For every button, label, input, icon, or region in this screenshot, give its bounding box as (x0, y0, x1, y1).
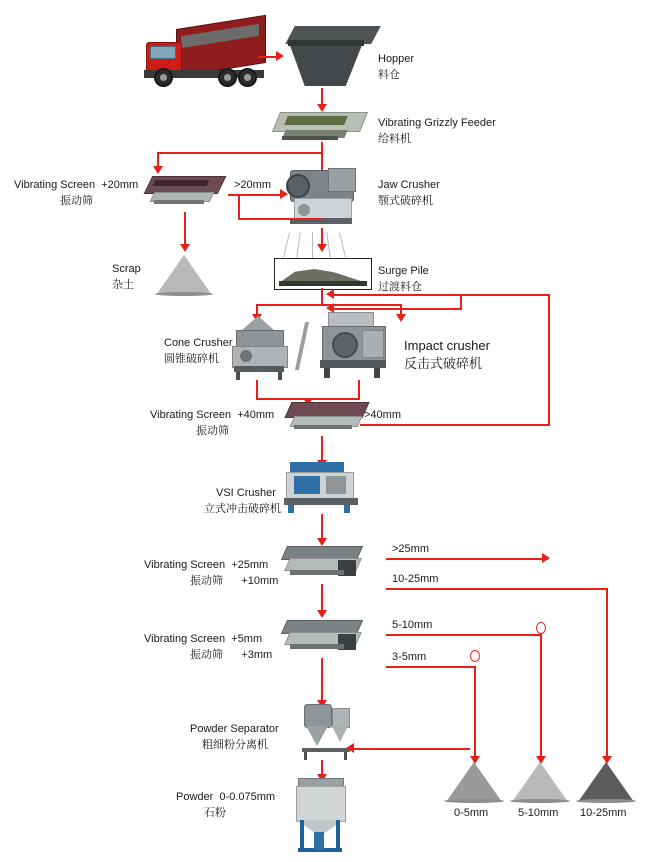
label-impact-cn: 反击式破碎机 (404, 356, 483, 371)
label-separator-cn: 粗细粉分离机 (202, 739, 268, 751)
arrow-truck-to-hopper (258, 56, 278, 58)
arrow-separator-to-right (352, 748, 470, 750)
arrow-surge-down (321, 288, 323, 304)
material-spray (282, 232, 362, 260)
stockpile-5-10-base (510, 799, 570, 803)
hopper-illustration (282, 26, 374, 90)
label-surge-en: Surge Pile (378, 265, 429, 277)
arrowhead-oversize40-to-impact (326, 289, 334, 299)
label-size-10-25mm: 10-25mm (392, 573, 439, 585)
stockpile-10-25-illustration (578, 762, 634, 802)
arrowhead-separator-return (346, 743, 354, 753)
label-size-20mm: >20mm (234, 179, 271, 191)
label-screen25-cn: 振动筛 +10mm (190, 575, 279, 587)
arrow-oversize40-link (460, 294, 462, 308)
label-scrap-en: Scrap (112, 263, 141, 275)
arrow-vsi-to-screen25 (321, 514, 323, 540)
label-jaw-en: Jaw Crusher (378, 179, 440, 191)
label-size-5-10mm: 5-10mm (392, 619, 433, 631)
vibrating-screen-20-illustration (148, 172, 228, 208)
arrow-screen20-to-jaw (228, 194, 284, 196)
arrow-oversize40-up (548, 294, 550, 424)
arrow-screen40-to-vsi (321, 436, 323, 462)
label-hopper-en: Hopper (378, 53, 415, 65)
label-vsi-en: VSI Crusher (216, 487, 276, 499)
label-jaw-cn: 颚式破碎机 (378, 195, 433, 207)
scrap-pile-base (155, 292, 213, 296)
label-screen20-en: Vibrating Screen +20mm (14, 179, 139, 191)
arrowhead-screen20-to-scrap (180, 244, 190, 252)
junction-3-5 (470, 650, 480, 662)
label-feeder-cn: 给料机 (378, 133, 411, 145)
impact-crusher-illustration (318, 312, 398, 380)
arrow-screen5-to-separator (321, 658, 323, 702)
label-powder-cn: 石粉 (204, 807, 226, 819)
vsi-crusher-illustration (282, 462, 372, 514)
label-vsi-cn: 立式冲击破碎机 (204, 503, 281, 515)
label-screen25-en: Vibrating Screen +25mm (144, 559, 269, 571)
label-screen40-en: Vibrating Screen +40mm (150, 409, 275, 421)
arrow-oversize40-secondary (332, 308, 462, 310)
stockpile-10-25-base (576, 799, 636, 803)
arrow-jaw-to-left-jog (238, 218, 322, 220)
label-pile-10-25: 10-25mm (580, 807, 627, 819)
label-screen5-cn: 振动筛 +3mm (190, 649, 273, 661)
arrow-3-5-right (386, 666, 476, 668)
label-screen20-cn: 振动筛 (60, 195, 93, 207)
label-cone-en: Cone Crusher (164, 337, 233, 349)
arrow-screen20-to-scrap (184, 212, 186, 246)
arrowhead-screen25-to-screen5 (317, 610, 327, 618)
label-size-3-5mm: 3-5mm (392, 651, 427, 663)
stockpile-5-10-illustration (512, 762, 568, 802)
arrow-screen25-to-screen5 (321, 584, 323, 612)
label-separator-en: Powder Separator (190, 723, 279, 735)
label-screen40-cn: 振动筛 (196, 425, 229, 437)
label-pile-0-5: 0-5mm (454, 807, 489, 819)
label-size-25mm: >25mm (392, 543, 429, 555)
arrow-5-10-right (386, 634, 542, 636)
arrow-jaw-left-jog-up (238, 194, 240, 220)
arrow-5-10-down (540, 634, 542, 760)
powder-silo-illustration (290, 778, 356, 854)
junction-5-10 (536, 622, 546, 634)
arrowhead-truck-to-hopper (276, 51, 284, 61)
vibrating-screen-40-illustration (288, 400, 372, 432)
arrow-10-25-down (606, 588, 608, 760)
label-feeder-en: Vibrating Grizzly Feeder (378, 117, 496, 129)
divider-slash (295, 322, 309, 370)
stockpile-0-5-base (444, 799, 504, 803)
label-screen5-en: Vibrating Screen +5mm (144, 633, 263, 645)
vibrating-screen-25-illustration (284, 544, 374, 582)
arrow-impact-down (358, 380, 360, 400)
arrow-oversize40-back (332, 294, 550, 296)
dump-truck-illustration (140, 10, 270, 88)
powder-separator-illustration (292, 704, 368, 760)
arrow-oversize40-right (360, 424, 550, 426)
surge-pile-illustration (274, 258, 372, 290)
label-cone-cn: 圆锥破碎机 (164, 353, 219, 365)
label-powder-en: Powder 0-0.075mm (176, 791, 276, 803)
arrow-feeder-branch-horizontal (157, 152, 321, 154)
label-scrap-cn: 杂土 (112, 279, 134, 291)
arrowhead-oversize25 (542, 553, 550, 563)
vibrating-screen-5-illustration (284, 618, 374, 656)
arrow-3-5-down (474, 666, 476, 760)
arrow-oversize25 (386, 558, 548, 560)
label-surge-cn: 过渡料仓 (378, 281, 422, 293)
label-impact-en: Impact crusher (404, 338, 490, 353)
vibrating-grizzly-feeder-illustration (276, 110, 366, 142)
arrow-10-25-right (386, 588, 608, 590)
label-size-40mm: >40mm (364, 409, 401, 421)
arrow-cone-down (256, 380, 258, 400)
label-pile-5-10: 5-10mm (518, 807, 559, 819)
label-hopper-cn: 料仓 (378, 69, 400, 81)
stockpile-0-5-illustration (446, 762, 502, 802)
scrap-pile-illustration (156, 255, 212, 295)
cone-crusher-illustration (226, 316, 296, 380)
